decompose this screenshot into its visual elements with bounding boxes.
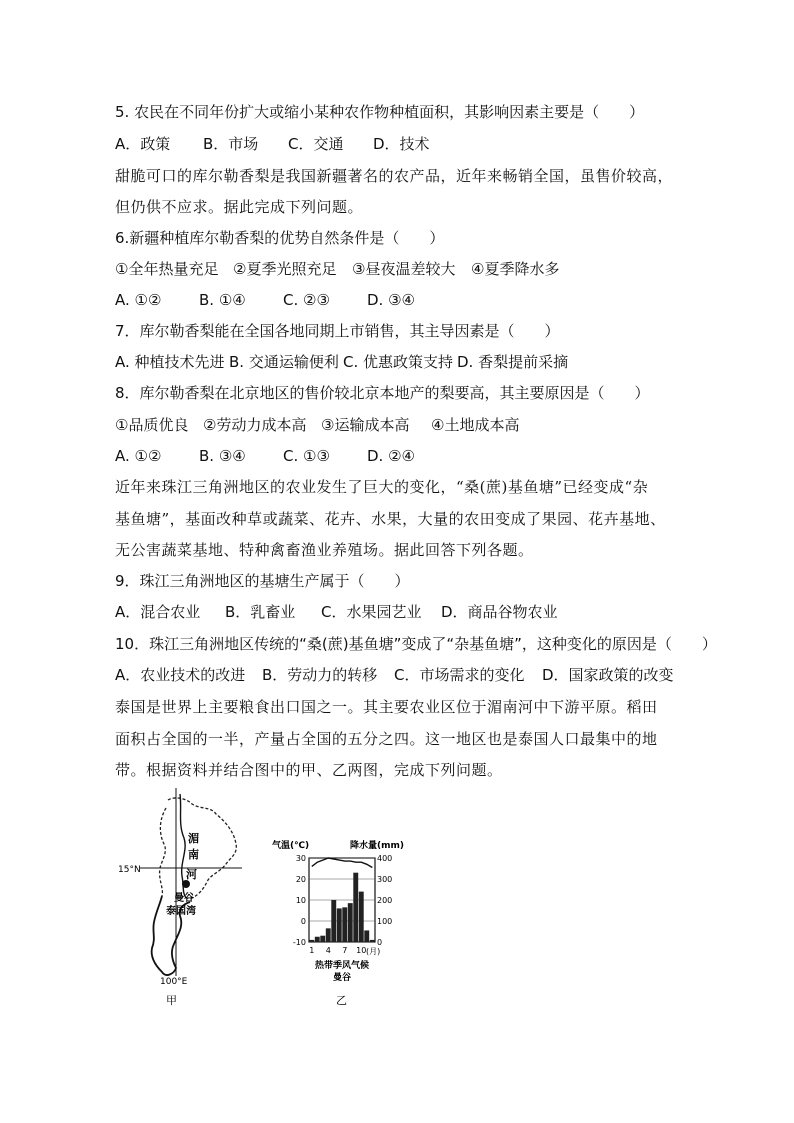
q6-stem: 6.新疆种植库尔勒香梨的优势自然条件是（ ）: [115, 229, 445, 247]
chart-x-tick-label: 1: [309, 946, 315, 955]
chart-left-tick-label: 30: [295, 854, 306, 863]
q8-option-d: D. ②④: [367, 447, 415, 465]
chart-right-tick-label: 100: [377, 917, 393, 926]
map-river-label-2: 南: [188, 848, 199, 861]
chart-left-tick-label: -10: [292, 938, 306, 947]
q8-item-4: ④土地成本高: [431, 416, 520, 434]
passage2-line-3: 无公害蔬菜基地、特种禽畜渔业养殖场。据此回答下列各题。: [115, 541, 534, 559]
q5-option-c: C．交通: [288, 135, 344, 153]
chart-precip-bar: [370, 940, 375, 942]
q10-option-d: D．国家政策的改变: [542, 666, 674, 684]
chart-right-ticks: [377, 854, 392, 947]
q5-option-d: D．技术: [373, 135, 430, 153]
chart-left-tick-label: 0: [300, 917, 306, 926]
q8-option-b: B. ③④: [199, 447, 246, 465]
chart-x-tick-label: 10: [356, 946, 367, 955]
q9-stem: 9．珠江三角洲地区的基塘生产属于（ ）: [115, 572, 410, 590]
q6-item-1: ①全年热量充足: [115, 260, 219, 278]
chart-left-tick-label: 10: [295, 896, 306, 905]
chart-x-tick-label: 4: [325, 946, 331, 955]
chart-temp-axis-label: 气温(℃): [272, 841, 310, 851]
passage2-line-1: 近年来珠江三角洲地区的农业发生了巨大的变化，“桑(蔗)基鱼塘”已经变成“杂: [115, 478, 649, 496]
q10-stem: 10．珠江三角洲地区传统的“桑(蔗)基鱼塘”变成了“杂基鱼塘”，这种变化的原因是（ ）: [115, 635, 717, 653]
chart-right-tick-label: 0: [377, 938, 383, 947]
q7-option-b: B. 交通运输便利: [229, 353, 339, 371]
q8-item-2: ②劳动力成本高: [203, 416, 307, 434]
q7-stem: 7．库尔勒香梨能在全国各地同期上市销售，其主导因素是（ ）: [115, 322, 560, 340]
chart-precip-bar: [337, 908, 342, 942]
map-river-label-1: 湄: [188, 832, 199, 845]
chart-left-ticks: [293, 854, 306, 947]
chart-temp-line: [312, 858, 373, 868]
q9-option-c: C．水果园艺业: [321, 603, 422, 621]
chart-precip-bar: [359, 892, 364, 942]
chart-right-tick-label: 200: [377, 896, 393, 905]
chart-right-tick-label: 400: [377, 854, 393, 863]
chart-x-tick-label: 7: [342, 946, 348, 955]
chart-precip-axis-label: 降水量(mm): [350, 841, 404, 851]
q10-option-b: B．劳动力的转移: [262, 666, 378, 684]
chart-title-line-2: 曼谷: [332, 973, 352, 983]
chart-gridlines: [309, 858, 375, 942]
q10-options: [115, 665, 674, 685]
q6-option-a: A. ①②: [115, 291, 162, 309]
q6-options: [115, 290, 415, 310]
q7-option-c: C. 优惠政策支持: [343, 353, 454, 371]
q8-stem: 8．库尔勒香梨在北京地区的售价较北京本地产的梨要高，其主要原因是（ ）: [115, 384, 650, 402]
chart-left-tick-label: 20: [295, 875, 306, 884]
chart-caption: 乙: [336, 994, 347, 1007]
q5-option-b: B．市场: [203, 135, 259, 153]
q5-stem: 5. 农民在不同年份扩大或缩小某种农作物种植面积，其影响因素主要是（ ）: [115, 103, 645, 121]
q8-option-a: A. ①②: [115, 447, 162, 465]
chart-precip-bar: [348, 903, 353, 942]
passage3-line-1: 泰国是世界上主要粮食出口国之一。其主要农业区位于湄南河中下游平原。稻田: [115, 698, 658, 716]
passage1-line-2: 但仍供不应求。据此完成下列问题。: [115, 198, 364, 216]
map-lon-label: 100°E: [160, 977, 188, 987]
passage3-line-3: 带。根据资料并结合图中的甲、乙两图，完成下列问题。: [115, 761, 503, 779]
q6-option-c: C. ②③: [283, 291, 330, 309]
q5-option-a: A．政策: [115, 135, 171, 153]
map-bangkok-dot: [182, 880, 190, 888]
q6-option-d: D. ③④: [367, 291, 415, 309]
q7-option-a: A. 种植技术先进: [115, 353, 225, 371]
chart-precip-bar: [326, 928, 331, 942]
q9-options: [115, 602, 558, 622]
chart-precip-bar: [364, 930, 369, 942]
chart-month-unit: (月): [366, 947, 381, 956]
chart-title-line-1: 热带季风气候: [314, 961, 370, 971]
q10-option-a: A．农业技术的改进: [115, 666, 246, 684]
q6-items: [115, 259, 559, 279]
q7-option-d: D. 香梨提前采摘: [457, 353, 569, 371]
chart-right-tick-label: 300: [377, 875, 393, 884]
chart-precip-bar: [342, 907, 347, 942]
chart-x-ticks: [309, 946, 366, 955]
q6-option-b: B. ①④: [199, 291, 246, 309]
map-border-dashed-west: [160, 808, 166, 896]
q10-option-c: C．市场需求的变化: [394, 666, 525, 684]
q6-item-2: ②夏季光照充足: [233, 260, 337, 278]
q9-option-a: A．混合农业: [115, 603, 201, 621]
chart-precip-bar: [315, 937, 320, 942]
q8-option-c: C. ①③: [283, 447, 330, 465]
q6-item-3: ③昼夜温差较大: [352, 260, 456, 278]
passage3-line-2: 面积占全国的一半，产量占全国的五分之四。这一地区也是泰国人口最集中的地: [115, 730, 658, 748]
figure-thailand: [118, 788, 410, 1013]
q9-option-b: B．乳畜业: [225, 603, 296, 621]
chart-precip-bar: [309, 940, 314, 942]
passage1-line-1: 甜脆可口的库尔勒香梨是我国新疆著名的农产品，近年来畅销全国，虽售价较高，: [115, 167, 674, 185]
q5-options: [115, 134, 430, 154]
q7-options: [115, 352, 568, 372]
map-caption: 甲: [166, 994, 177, 1007]
map-river-label-3: 河: [186, 868, 197, 881]
map-jia: [118, 788, 242, 1007]
q8-item-1: ①品质优良: [115, 416, 189, 434]
chart-precip-bar: [331, 900, 336, 942]
passage2-line-2: 基鱼塘”，基面改种草或蔬菜、花卉、水果，大量的农田变成了果园、花卉基地、: [115, 510, 666, 528]
map-lat-label: 15°N: [118, 865, 141, 875]
q8-item-3: ③运输成本高: [321, 416, 410, 434]
q6-item-4: ④夏季降水多: [471, 260, 560, 278]
chart-precip-bar: [320, 936, 325, 942]
chart-bars: [309, 873, 374, 942]
map-gulf-label: 泰国湾: [166, 906, 196, 917]
chart-precip-bar: [353, 873, 358, 942]
q9-option-d: D．商品谷物农业: [441, 603, 558, 621]
map-city-label: 曼谷: [174, 893, 194, 904]
q8-options: [115, 446, 415, 466]
q8-items: [115, 415, 519, 435]
climate-chart: [272, 839, 404, 1007]
map-border-dashed: [168, 798, 236, 898]
